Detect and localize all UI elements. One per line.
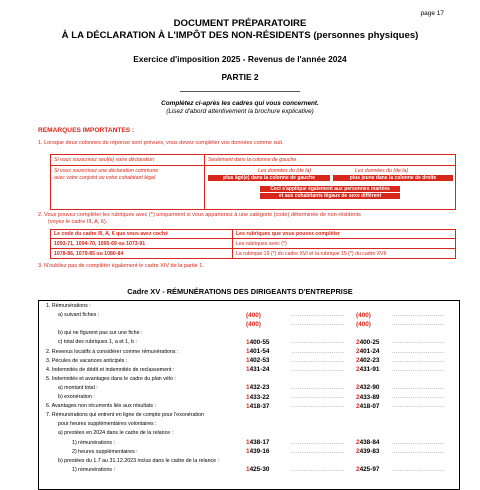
field-code-right: 2401-24 xyxy=(356,348,380,355)
field-code-right: 2418-07 xyxy=(356,402,380,410)
field-input-left[interactable]: ............................ xyxy=(292,357,345,364)
field-input-right[interactable]: ............................ xyxy=(392,403,445,410)
table1-r1c1: Si vous souscrivez seul(e) votre déclaration xyxy=(54,157,155,163)
remark-2-line-1: 2. Vous pouvez compléter les rubriques avec (*) uniquement si vous appartenez à une catégorie (code) déterminée de non-résidents xyxy=(38,212,361,218)
table1-r1c2: Seulement dans la colonne de gauche xyxy=(208,157,297,163)
row-label: 6. Avantages non récurrents liés aux résultats : xyxy=(46,403,157,410)
field-code-right: 2431-91 xyxy=(356,366,380,374)
field-input-left[interactable]: ............................ xyxy=(292,403,345,410)
table2-r2c2: La rubrique 19 (*) du cadre XVI et la rubrique 15 (*) du cadre XVII xyxy=(236,251,387,257)
page-number: page 17 xyxy=(420,10,444,17)
field-code-left: (400) xyxy=(246,311,261,319)
row-label: a) suivant fiches : xyxy=(58,312,100,319)
row-label: 1) rémunérations : xyxy=(72,439,115,446)
row-label: pour heures supplémentaires volontaires : xyxy=(58,421,157,428)
field-input-left[interactable]: ............................ xyxy=(292,466,345,473)
field-input-right[interactable]: ............................ xyxy=(392,439,445,446)
field-input-right[interactable]: ............................ xyxy=(392,394,445,400)
field-input-left[interactable]: ............................ xyxy=(292,384,345,391)
field-input-right[interactable]: ............................ xyxy=(392,321,445,328)
table2-r1c1: 1093-71, 1094-70, 1095-69 ou 1073-91 xyxy=(54,241,146,247)
field-input-right[interactable]: ............................ xyxy=(392,348,445,355)
remarks-title: REMARQUES IMPORTANTES : xyxy=(38,127,135,134)
field-code-right: 2438-84 xyxy=(356,439,380,446)
table2-r2c1: 1078-86, 1079-85 ou 1080-84 xyxy=(54,251,124,257)
table2-header-2: Les rubriques que vous pouvez compléter xyxy=(236,231,341,237)
separator xyxy=(180,91,300,92)
row-label: b) qui ne figurent pas sur une fiche : xyxy=(58,330,143,337)
cadre-title: Cadre XV - RÉMUNÉRATIONS DES DIRIGEANTS D'ENTREPRISE xyxy=(127,287,353,296)
field-code-left: 1401-54 xyxy=(246,348,270,355)
field-input-left[interactable]: ............................ xyxy=(292,312,345,319)
field-input-right[interactable]: ............................ xyxy=(392,312,445,319)
table1-r2c1b: avec votre conjoint ou votre cohabitant légal xyxy=(54,175,156,181)
table2-r1c2: Les rubriques avec (*) xyxy=(236,241,287,247)
field-code-left: 1400-55 xyxy=(246,338,270,346)
field-code-left: 1418-37 xyxy=(246,402,270,410)
table1-r2c3a: Les données du (de la) xyxy=(355,168,409,174)
row-label: 3. Pécules de vacances anticipés : xyxy=(46,357,128,364)
field-input-right[interactable]: ............................ xyxy=(392,357,445,364)
intro-line-1: Complétez ci-après les cadres qui vous concernent. xyxy=(161,100,319,107)
title-line-1: DOCUMENT PRÉPARATOIRE xyxy=(173,18,307,29)
row-label: 2. Revenus locatifs à considérer comme rémunérations : xyxy=(46,348,179,355)
row-label: 2) heures supplémentaires : xyxy=(72,448,138,455)
field-code-right: 2432-90 xyxy=(356,384,380,392)
field-code-left: 1402-53 xyxy=(246,357,270,365)
field-input-left[interactable]: ............................ xyxy=(292,339,345,346)
field-input-right[interactable]: ............................ xyxy=(392,466,445,473)
field-code-right: 2400-25 xyxy=(356,338,380,346)
field-code-left: 1432-23 xyxy=(246,384,270,392)
field-code-left: 1438-17 xyxy=(246,439,270,446)
field-input-right[interactable]: ............................ xyxy=(392,366,445,373)
field-input-left[interactable]: ............................ xyxy=(292,394,345,400)
remark-3: 3. N'oubliez pas de compléter également le cadre XIV de la partie 1. xyxy=(38,263,204,269)
field-code-right: (400) xyxy=(356,320,371,328)
field-input-left[interactable]: ............................ xyxy=(292,439,345,446)
field-input-left[interactable]: ............................ xyxy=(292,321,345,328)
field-code-right: 2425-97 xyxy=(356,466,380,474)
title-line-2: À LA DÉCLARATION À L'IMPÔT DES NON-RÉSIDENTS (personnes physiques) xyxy=(61,30,419,41)
remark-2-line-2: (voyez le cadre III, A, 6). xyxy=(48,219,108,225)
field-code-left: 1431-24 xyxy=(246,366,270,374)
intro-line-2: (Lisez d'abord attentivement la brochure explicative) xyxy=(166,108,314,115)
part-title: PARTIE 2 xyxy=(221,72,259,82)
row-label: a) prestées en 2024 dans le cadre de la relance : xyxy=(58,430,174,437)
row-label: b) prestées du 1.7 au 31.12.2023 inclus dans le cadre de la relance : xyxy=(58,457,220,464)
row-label: 4. Indemnités de dédit et indemnités de reclassement : xyxy=(46,366,175,373)
row-label: 5. Indemnités et avantages dans le cadre du plan vélo : xyxy=(46,375,176,382)
row-label: 7. Rémunérations qui entrent en ligne de compte pour l'exonération xyxy=(46,412,204,419)
field-input-left[interactable]: ............................ xyxy=(292,348,345,355)
table1-r2c1a: Si vous souscrivez une déclaration commune xyxy=(54,168,159,174)
row-label: c) total des rubriques 1, a et 1, b : xyxy=(58,339,137,346)
field-input-left[interactable]: ............................ xyxy=(292,448,345,455)
field-input-right[interactable]: ............................ xyxy=(392,448,445,455)
field-code-left: (400) xyxy=(246,320,261,328)
field-code-right: (400) xyxy=(356,311,371,319)
table2-header-1: Le code du cadre III, A, 6 que vous avez coché xyxy=(54,231,168,237)
remark-1: 1. Lorsque deux colonnes de réponse sont prévues, vous devez compléter vos données comme suit. xyxy=(38,140,284,146)
row-label: a) montant total : xyxy=(58,384,98,391)
exercise-title: Exercice d'imposition 2025 - Revenus de l'année 2024 xyxy=(133,54,347,64)
field-code-left: 1425-30 xyxy=(246,466,270,474)
field-code-right: 2433-89 xyxy=(356,393,380,401)
row-label: 1. Rémunérations : xyxy=(46,303,91,309)
row-label: b) exonération : xyxy=(58,394,95,400)
field-code-right: 2439-83 xyxy=(356,448,380,456)
row-label: 1) rémunérations : xyxy=(72,466,115,473)
table1-r2c2a: Les données du (de la) xyxy=(258,168,312,174)
table1-note-2: et aux cohabitants légaux de sexe différent xyxy=(260,193,400,199)
field-input-right[interactable]: ............................ xyxy=(392,384,445,391)
field-code-right: 2402-23 xyxy=(356,357,380,365)
field-code-left: 1439-16 xyxy=(246,448,270,456)
table1-r2c3b: plus jeune dans la colonne de droite xyxy=(333,175,453,181)
table1-note-1: Ceci s'applique également aux personnes mariées xyxy=(260,186,400,192)
field-input-right[interactable]: ............................ xyxy=(392,339,445,346)
table1-r2c2b: plus âgé(e) dans la colonne de gauche xyxy=(208,175,330,181)
field-code-left: 1433-22 xyxy=(246,393,270,401)
field-input-left[interactable]: ............................ xyxy=(292,366,345,373)
